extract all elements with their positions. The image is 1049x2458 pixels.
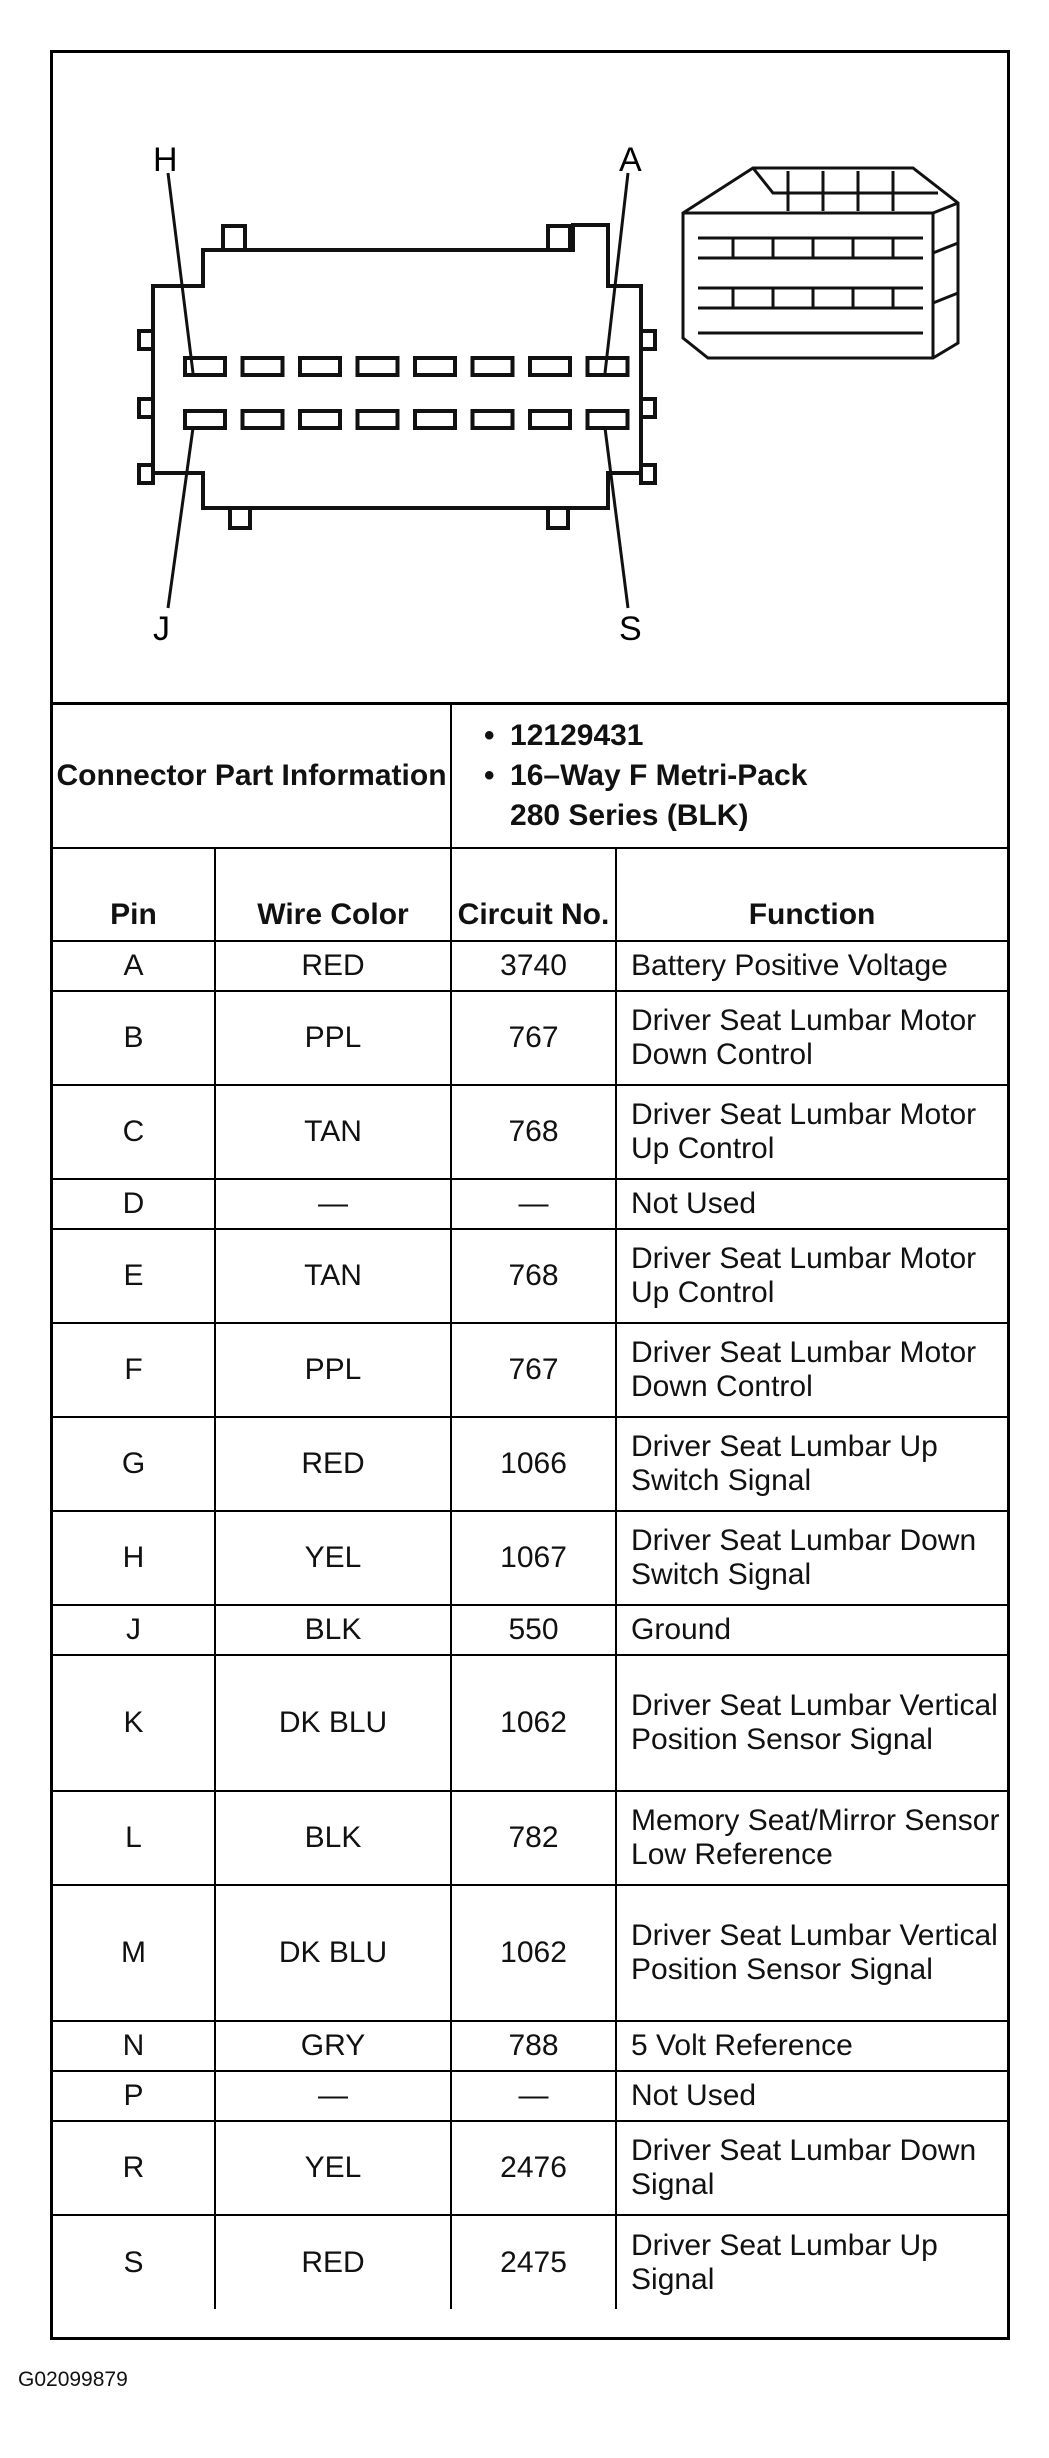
pin-cell: A [53,941,215,991]
wire-color-cell: TAN [215,1085,451,1179]
pin-cell: G [53,1417,215,1511]
connector-part-info-label: Connector Part Information [53,705,451,848]
terminal-cavity [185,411,225,428]
terminal-cavity [530,358,570,375]
table-row [53,1511,1007,1605]
pin-cell: K [53,1655,215,1791]
wire-color-cell: RED [215,2215,451,2309]
connector-pinout-table [53,705,1007,2309]
terminal-cavity [415,411,455,428]
wire-color-cell: PPL [215,991,451,1085]
function-cell: Driver Seat Lumbar Up Signal [616,2215,1007,2309]
terminal-cavity [243,411,283,428]
connector-description-line2: 280 Series (BLK) [510,799,749,832]
header-function: Function [616,848,1007,941]
function-cell: Driver Seat Lumbar Up Switch Signal [616,1417,1007,1511]
wire-color-cell: DK BLU [215,1885,451,2021]
circuit-cell: 2476 [451,2121,616,2215]
part-number: 12129431 [510,719,644,752]
header-circuit: Circuit No. [451,848,616,941]
wire-color-cell: RED [215,1417,451,1511]
circuit-cell: 1067 [451,1511,616,1605]
connector-face-drawing [53,53,1007,702]
function-cell: Driver Seat Lumbar Vertical Position Sensor Signal [616,1885,1007,2021]
table-row [53,941,1007,991]
function-cell: Not Used [616,2071,1007,2121]
terminal-cavity [588,411,628,428]
connector-isometric-icon [683,168,958,358]
table-row [53,1323,1007,1417]
wire-color-cell: TAN [215,1229,451,1323]
table-row [53,1791,1007,1885]
table-row [53,1085,1007,1179]
wire-color-cell: — [215,1179,451,1229]
connector-diagram [53,53,1007,705]
pin-cell: H [53,1511,215,1605]
connector-description-line1: 16–Way F Metri-Pack [510,759,808,792]
terminal-cavity [473,358,513,375]
table-row [53,2215,1007,2309]
table-row [53,2121,1007,2215]
circuit-cell: — [451,2071,616,2121]
terminal-cavity [530,411,570,428]
wire-color-cell: BLK [215,1791,451,1885]
header-pin: Pin [53,848,215,941]
wire-color-cell: YEL [215,2121,451,2215]
wire-color-cell: PPL [215,1323,451,1417]
function-cell: Battery Positive Voltage [616,941,1007,991]
terminal-cavity [300,358,340,375]
circuit-cell: 767 [451,991,616,1085]
wire-color-cell: RED [215,941,451,991]
function-cell: Ground [616,1605,1007,1655]
table-row [53,991,1007,1085]
pin-cell: P [53,2071,215,2121]
table-row [53,1885,1007,2021]
wire-color-cell: GRY [215,2021,451,2071]
function-cell: Driver Seat Lumbar Down Signal [616,2121,1007,2215]
wire-color-cell: YEL [215,1511,451,1605]
function-cell: Driver Seat Lumbar Motor Down Control [616,991,1007,1085]
pin-cell: B [53,991,215,1085]
pin-cell: L [53,1791,215,1885]
table-row [53,1605,1007,1655]
pin-cell: D [53,1179,215,1229]
wire-color-cell: BLK [215,1605,451,1655]
pin-label-j: J [153,610,170,648]
pin-cell: S [53,2215,215,2309]
terminal-cavity [415,358,455,375]
pin-label-s: S [619,610,642,648]
circuit-cell: 788 [451,2021,616,2071]
pin-label-h: H [153,141,178,179]
terminal-cavity [358,411,398,428]
wire-color-cell: DK BLU [215,1655,451,1791]
table-row [53,2021,1007,2071]
function-cell: Not Used [616,1179,1007,1229]
circuit-cell: 1066 [451,1417,616,1511]
circuit-cell: 2475 [451,2215,616,2309]
function-cell: Driver Seat Lumbar Motor Up Control [616,1229,1007,1323]
header-wire-color: Wire Color [215,848,451,941]
connector-part-info-values: • 12129431 • 16–Way F Metri-Pack 280 Series (BLK) [451,705,1007,848]
table-row [53,2071,1007,2121]
pin-cell: M [53,1885,215,2021]
function-cell: Memory Seat/Mirror Sensor Low Reference [616,1791,1007,1885]
table-row [53,1179,1007,1229]
pin-cell: R [53,2121,215,2215]
pin-cell: F [53,1323,215,1417]
function-cell: Driver Seat Lumbar Vertical Position Sensor Signal [616,1655,1007,1791]
table-row [53,1229,1007,1323]
table-row [53,1655,1007,1791]
figure-code: G02099879 [18,2368,128,2391]
function-cell: 5 Volt Reference [616,2021,1007,2071]
circuit-cell: 1062 [451,1885,616,2021]
terminal-cavity [473,411,513,428]
function-cell: Driver Seat Lumbar Motor Up Control [616,1085,1007,1179]
pin-cell: N [53,2021,215,2071]
circuit-cell: 767 [451,1323,616,1417]
function-cell: Driver Seat Lumbar Down Switch Signal [616,1511,1007,1605]
connector-sheet [50,50,1010,2340]
terminal-cavity [358,358,398,375]
circuit-cell: 1062 [451,1655,616,1791]
wire-color-cell: — [215,2071,451,2121]
terminal-cavity [300,411,340,428]
circuit-cell: 550 [451,1605,616,1655]
table-header-row [53,848,1007,941]
table-row [53,1417,1007,1511]
circuit-cell: 768 [451,1085,616,1179]
circuit-cell: — [451,1179,616,1229]
pin-cell: J [53,1605,215,1655]
pin-cell: C [53,1085,215,1179]
terminal-cavity [243,358,283,375]
circuit-cell: 768 [451,1229,616,1323]
function-cell: Driver Seat Lumbar Motor Down Control [616,1323,1007,1417]
pin-cell: E [53,1229,215,1323]
pin-label-a: A [619,141,642,179]
circuit-cell: 782 [451,1791,616,1885]
circuit-cell: 3740 [451,941,616,991]
